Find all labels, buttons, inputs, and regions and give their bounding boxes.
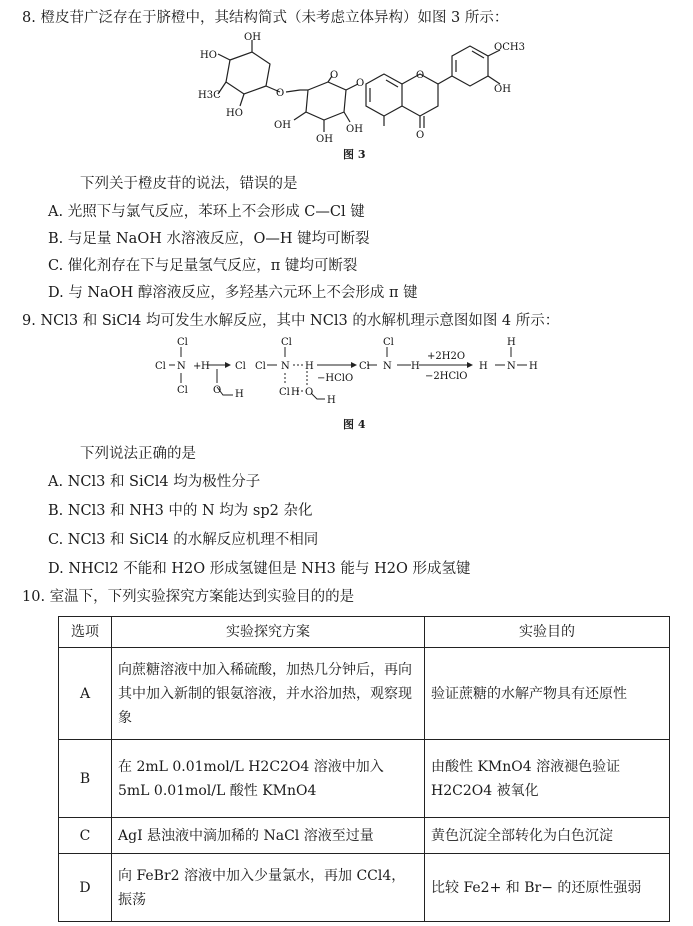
q8-option-d: D. 与 NaOH 醇溶液反应，多羟基六元环上不会形成 π 键	[48, 285, 418, 301]
table-row	[59, 818, 670, 854]
q9-cl-left-1: Cl	[155, 361, 166, 372]
q9-cl-bottom-1: Cl	[177, 385, 188, 396]
q9-cl-top-2: Cl	[281, 337, 292, 348]
q8-label-oh-b: OH	[346, 124, 363, 135]
q9-minus-2hclo: −2HClO	[425, 371, 468, 382]
q9-h-4: H	[291, 387, 300, 398]
row-a-plan: 向蔗糖溶液中加入稀硫酸，加热几分钟后，再向其中加入新制的银氨溶液，并水浴加热，观察现象	[112, 648, 425, 740]
q9-option-c: C. NCl3 和 SiCl4 的水解反应机理不相同	[48, 532, 319, 548]
q9-text: NCl3 和 SiCl4 均可发生水解反应，其中 NCl3 的水解机理示意图如图 4 所示：	[40, 313, 560, 329]
row-b-option: B	[59, 740, 112, 818]
q8-label-och3: OCH3	[494, 42, 525, 53]
table-row	[59, 854, 670, 922]
row-a-purpose: 验证蔗糖的水解产物具有还原性	[425, 648, 670, 740]
q8-label-h3c: H3C	[198, 90, 221, 101]
q8-label-ho1: HO	[200, 50, 217, 61]
q9-cl-3: Cl	[359, 361, 370, 372]
table-row	[59, 740, 670, 818]
q9-h-6: H	[411, 361, 420, 372]
q9-minus-hclo: −HClO	[317, 373, 354, 384]
q8-label-ho3: OH	[274, 120, 291, 131]
q8-label-o3: O	[356, 78, 365, 89]
q10-title	[22, 587, 354, 607]
row-b-plan: 在 2mL 0.01mol/L H2C2O4 溶液中加入 5mL 0.01mol/L 酸性 KMnO4	[112, 740, 425, 818]
q9-h-3: H	[305, 361, 314, 372]
q10-text: 室温下，下列实验探究方案能达到实验目的的是	[49, 589, 355, 605]
q9-h-1: H	[201, 361, 210, 372]
q9-h-7: H	[479, 361, 488, 372]
q8-label-oh1: OH	[244, 32, 261, 43]
q9-o-2: O	[305, 387, 314, 398]
row-d-plan: 向 FeBr2 溶液中加入少量氯水，再加 CCl4，振荡	[112, 854, 425, 922]
q8-option-a: A. 光照下与氯气反应，苯环上不会形成 C—Cl 键	[48, 204, 365, 220]
q8-label-ho2: HO	[226, 108, 243, 119]
q9-mechanism-figure	[155, 335, 555, 415]
q8-option-c: C. 催化剂存在下与足量氢气反应，π 键均可断裂	[48, 258, 358, 274]
q9-h-8: H	[529, 361, 538, 372]
row-c-plan: AgI 悬浊液中滴加稀的 NaCl 溶液至过量	[112, 818, 425, 854]
q9-h-2: H	[235, 389, 244, 400]
row-d-purpose: 比较 Fe2+ 和 Br− 的还原性强弱	[425, 854, 670, 922]
q8-figure-caption: 图 3	[343, 148, 366, 161]
q8-stem: 下列关于橙皮苷的说法，错误的是	[80, 176, 298, 192]
q9-n-1: N	[177, 361, 186, 372]
q8-label-o1: O	[276, 88, 285, 99]
q9-figure-caption: 图 4	[343, 418, 366, 431]
q9-h-5: H	[327, 395, 336, 406]
q9-o-1: O	[213, 385, 222, 396]
header-plan: 实验探究方案	[112, 617, 425, 648]
row-c-option: C	[59, 818, 112, 854]
q9-title	[22, 311, 559, 331]
row-c-purpose: 黄色沉淀全部转化为白色沉淀	[425, 818, 670, 854]
q9-cl-bottom-2: Cl	[279, 387, 290, 398]
q9-option-b: B. NCl3 和 NH3 中的 N 均为 sp2 杂化	[48, 503, 313, 519]
q10-experiment-table	[58, 616, 670, 922]
q8-label-o2: O	[330, 70, 339, 81]
q9-option-d: D. NHCl2 不能和 H2O 形成氢键但是 NH3 能与 H2O 形成氢键	[48, 561, 471, 577]
row-a-option: A	[59, 648, 112, 740]
q8-title	[22, 8, 508, 28]
q8-number: 8.	[22, 10, 36, 26]
table-header-row	[59, 617, 670, 648]
q9-plus-2h2o: +2H2O	[427, 351, 466, 362]
q8-label-o5: O	[416, 130, 425, 141]
header-purpose: 实验目的	[425, 617, 670, 648]
row-d-option: D	[59, 854, 112, 922]
q8-text: 橙皮苷广泛存在于脐橙中，其结构简式（未考虑立体异构）如图 3 所示：	[40, 10, 509, 26]
q9-cl-top-3: Cl	[383, 337, 394, 348]
table-row	[59, 648, 670, 740]
q9-option-a: A. NCl3 和 SiCl4 均为极性分子	[48, 474, 261, 490]
q9-plus: +	[193, 361, 202, 372]
q9-n-3: N	[383, 361, 392, 372]
q8-structure-figure	[190, 32, 525, 152]
q9-n-4: N	[507, 361, 516, 372]
q8-label-oh3: OH	[316, 134, 333, 145]
row-b-purpose: 由酸性 KMnO4 溶液褪色验证 H2C2O4 被氧化	[425, 740, 670, 818]
q9-cl-top-1: Cl	[177, 337, 188, 348]
q9-stem: 下列说法正确的是	[80, 446, 196, 462]
q9-h-top: H	[507, 337, 516, 348]
header-option: 选项	[59, 617, 112, 648]
q8-option-b: B. 与足量 NaOH 水溶液反应，O—H 键均可断裂	[48, 231, 370, 247]
q9-cl-2: Cl	[235, 361, 246, 372]
q8-label-o4: O	[416, 70, 425, 81]
q8-label-oh4: OH	[494, 84, 511, 95]
q9-number: 9.	[22, 313, 36, 329]
q9-n-2: N	[281, 361, 290, 372]
q9-cl-left-2: Cl	[255, 361, 266, 372]
q10-number: 10.	[22, 589, 46, 605]
